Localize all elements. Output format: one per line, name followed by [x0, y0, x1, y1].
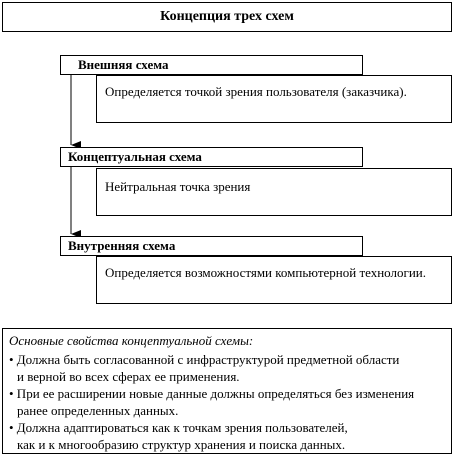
notes-line: • Должна быть согласованной с инфраструктурой предметной области: [9, 352, 400, 367]
notes-line: как и к многообразию структур хранения и поиска данных.: [17, 437, 346, 452]
external-schema-desc-box: [96, 75, 452, 123]
notes-caption: Основные свойства концептуальной схемы:: [9, 333, 254, 348]
conceptual-schema-header-box: [60, 147, 363, 167]
diagram-title: Концепция трех схем: [160, 9, 294, 24]
notes-line: и верной во всех сферах ее применения.: [17, 369, 240, 384]
notes-line: • При ее расширении новые данные должны определяться без изменения: [9, 386, 415, 401]
conceptual-properties-box: [2, 328, 452, 454]
notes-line: • Должна адаптироваться как к точкам зрения пользователей,: [9, 420, 348, 435]
notes-line: ранее определенных данных.: [17, 403, 179, 418]
external-schema-header-box: [60, 55, 363, 75]
internal-schema-desc-box: [96, 256, 452, 304]
internal-schema-name: Внутренняя схема: [68, 238, 176, 253]
external-schema-name: Внешняя схема: [78, 57, 169, 72]
internal-schema-header-box: [60, 236, 363, 256]
conceptual-schema-desc-box: [96, 168, 452, 216]
notes-list: [9, 351, 414, 453]
external-schema-description: Определяется точкой зрения пользователя (заказчика).: [105, 84, 407, 99]
internal-schema-description: Определяется возможностями компьютерной технологии.: [105, 265, 426, 280]
conceptual-schema-description: Нейтральная точка зрения: [105, 179, 251, 194]
conceptual-schema-name: Концептуальная схема: [68, 149, 202, 164]
